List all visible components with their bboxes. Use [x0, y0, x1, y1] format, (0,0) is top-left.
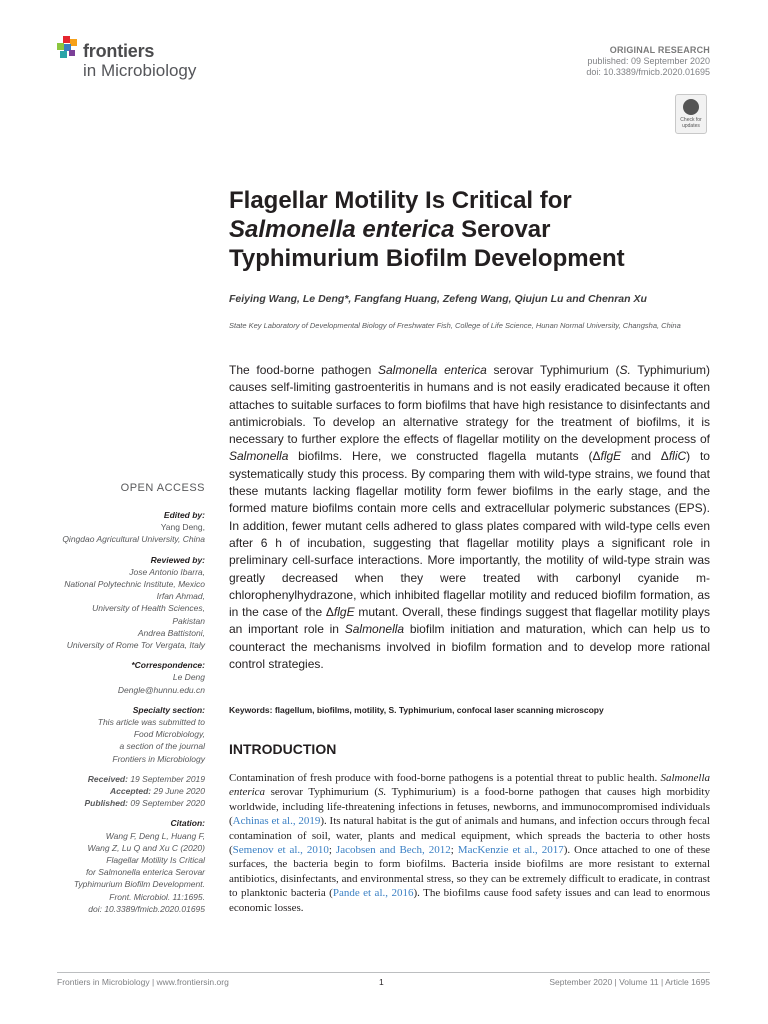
- article-info-sidebar: [25, 509, 205, 915]
- sidebar-line: a section of the journal: [119, 741, 205, 752]
- abstract-text: biofilm initiation and maturation, which can help us to counteract the mechanisms involved in biofilm formation and to develop more rational control strategies.: [229, 622, 710, 672]
- intro-italic: Salmonella enterica: [229, 772, 710, 799]
- sidebar-line: Food Microbiology,: [133, 729, 205, 740]
- intro-text: Typhimurium) is a food-borne pathogen that causes high morbidity worldwide, including life-threatening infections in fetuses, newborns, and immunocompromised individuals (: [229, 786, 710, 828]
- sidebar-line: Jose Antonio Ibarra,: [129, 566, 205, 577]
- keywords: Keywords: flagellum, biofilms, motility, S. Typhimurium, confocal laser scanning microscopy: [229, 705, 604, 715]
- abstract-text: mutant. Overall, these findings suggest that flagellar motility plays an important role in: [229, 605, 710, 637]
- specialty-section-list: [25, 716, 205, 765]
- abstract-italic: flgE: [333, 605, 355, 620]
- affiliation: State Key Laboratory of Developmental Biology of Freshwater Fish, College of Life Science, Hunan Normal University, Changsha, China: [229, 321, 681, 330]
- title-line-2: [229, 215, 709, 244]
- frontiers-logo-icon: [57, 36, 79, 58]
- sidebar-line: This article was submitted to: [97, 717, 205, 728]
- sidebar-line: Frontiers in Microbiology: [112, 753, 205, 764]
- correspondence-label: *Correspondence:: [131, 660, 205, 671]
- sidebar-line: University of Health Sciences,: [92, 603, 205, 614]
- title-species: Salmonella enterica: [229, 216, 455, 243]
- page-number: 1: [379, 977, 384, 987]
- abstract-text: ) to systematically study this process. By comparing them with wild-type strains, we found that these mutants lacking flagellar motility form fewer biofilms in the early stage, and the formed mature biofilms contain more cells and extracellular polymeric substances (EPS). In addition, fewer mutant cells adhered to glass plates compared with wild-type cells even after 6 h of incubation, suggesting that flagellar motility plays a significant role in preliminary cell-surface interactions. More importantly, the motility of wild-type strain was greatly decreased when they were treated with carbonyl cyanide m-chlorophenylhydrazone, which inhibited flagellar motility and reduced biofilm formation, as in the case of the Δ: [229, 449, 710, 620]
- footer-issue-info: September 2020 | Volume 11 | Article 1695: [549, 977, 710, 987]
- sidebar-line: Andrea Battistoni,: [137, 627, 205, 638]
- article-doi[interactable]: doi: 10.3389/fmicb.2020.01695: [586, 67, 710, 77]
- reviewed-by-label: Reviewed by:: [150, 554, 205, 565]
- sidebar-line: Dengle@hunnu.edu.cn: [117, 684, 205, 695]
- citation-list: [25, 830, 205, 915]
- article-title: [229, 186, 709, 273]
- check-for-updates-badge[interactable]: [675, 94, 707, 134]
- citation-link[interactable]: Achinas et al., 2019: [232, 815, 321, 828]
- published-date: published: 09 September 2020: [587, 56, 710, 66]
- page-footer: [57, 972, 710, 987]
- sidebar-line: doi: 10.3389/fmicb.2020.01695: [88, 903, 205, 914]
- published-date-sidebar: Published: 09 September 2020: [84, 798, 205, 809]
- abstract-italic: Salmonella enterica: [377, 363, 487, 377]
- title-line-2-rest: Serovar: [454, 216, 551, 243]
- title-line-3: Typhimurium Biofilm Development: [229, 245, 625, 272]
- article-meta: [586, 45, 710, 78]
- footer-journal-link[interactable]: Frontiers in Microbiology | www.frontiersin.org: [57, 977, 229, 987]
- intro-text: ;: [450, 844, 458, 857]
- journal-name: in Microbiology: [83, 61, 197, 80]
- sidebar-line: Flagellar Motility Is Critical: [106, 855, 205, 866]
- sidebar-line: Irfan Ahmad,: [156, 591, 205, 602]
- sidebar-line: Wang F, Deng L, Huang F,: [105, 830, 205, 841]
- abstract-italic: flgE: [600, 449, 622, 464]
- intro-text: Contamination of fresh produce with food-borne pathogens is a potential threat to public health.: [229, 772, 661, 784]
- specialty-section-label: Specialty section:: [132, 704, 205, 715]
- edited-by-list: [25, 521, 205, 545]
- open-access-label: OPEN ACCESS: [120, 482, 205, 494]
- abstract-italic: S.: [619, 363, 631, 377]
- sidebar-line: Front. Microbiol. 11:1695.: [109, 891, 205, 902]
- updates-label: Check for updates: [680, 117, 702, 129]
- introduction-body: [229, 771, 710, 915]
- abstract-text: Typhimurium) causes self-limiting gastroenteritis in humans and is not easily eradicated because it often attaches to suitable surfaces to form biofilms that have high resistance to disinfectants and antimicrobials. To develop an alternative strategy for the treatment of biofilms, it is necessary to further explore the effects of flagellar motility on the development process of: [229, 363, 710, 447]
- sidebar-line: University of Rome Tor Vergata, Italy: [66, 640, 205, 651]
- author-list[interactable]: Feiying Wang, Le Deng*, Fangfang Huang, Zefeng Wang, Qiujun Lu and Chenran Xu: [229, 293, 647, 305]
- intro-text: serovar Typhimurium (: [265, 786, 379, 799]
- correspondence-list[interactable]: [25, 671, 205, 695]
- received-date: Received: 19 September 2019: [87, 773, 205, 784]
- sidebar-line: Le Deng: [172, 672, 205, 683]
- citation-link[interactable]: Semenov et al., 2010: [232, 844, 329, 857]
- sidebar-line: Yang Deng,: [160, 522, 205, 533]
- citation-link[interactable]: Jacobsen and Bech, 2012: [335, 844, 451, 857]
- sidebar-line: Pakistan: [172, 615, 205, 626]
- updates-icon: [683, 99, 699, 115]
- sidebar-line: National Polytechnic Institute, Mexico: [64, 579, 205, 590]
- abstract-text: The food-borne pathogen: [229, 363, 378, 377]
- intro-text: ). The biofilms cause food safety issues and can lead to enormous economic losses.: [229, 887, 710, 914]
- citation-label: Citation:: [170, 818, 205, 829]
- intro-text: ;: [328, 844, 336, 857]
- article-type: ORIGINAL RESEARCH: [609, 45, 710, 55]
- journal-logo[interactable]: [57, 36, 257, 86]
- accepted-date: Accepted: 29 June 2020: [110, 786, 205, 797]
- sidebar-line: Qingdao Agricultural University, China: [62, 534, 205, 545]
- sidebar-line: Wang Z, Lu Q and Xu C (2020): [87, 842, 205, 853]
- abstract-italic: Salmonella: [229, 449, 289, 464]
- intro-italic: S.: [378, 786, 387, 799]
- abstract-italic: fliC: [668, 449, 687, 464]
- citation-link[interactable]: MacKenzie et al., 2017: [457, 844, 564, 857]
- sidebar-line: Typhimurium Biofilm Development.: [73, 879, 205, 890]
- abstract-text: serovar Typhimurium (: [486, 363, 620, 377]
- title-line-1: Flagellar Motility Is Critical for: [229, 187, 572, 214]
- brand-name: frontiers: [83, 41, 155, 61]
- sidebar-line: for Salmonella enterica Serovar: [85, 867, 205, 878]
- abstract-italic: Salmonella: [344, 622, 405, 637]
- abstract: [229, 362, 710, 673]
- edited-by-label: Edited by:: [163, 510, 205, 520]
- intro-text: ). Its natural habitat is the gut of animals and humans, and infection occurs through fecal contamination of soil, water, plants and medical equipment, which spreads the bacteria to other hosts (: [229, 815, 710, 857]
- section-heading-introduction: INTRODUCTION: [229, 741, 337, 757]
- citation-link[interactable]: Pande et al., 2016: [332, 887, 414, 900]
- abstract-text: and Δ: [621, 449, 669, 464]
- abstract-text: biofilms. Here, we constructed flagella mutants (Δ: [288, 449, 601, 464]
- intro-text: ). Once attached to one of these surfaces, the bacteria begin to form biofilms. Bacteria inside biofilms are more resistant to external antibiotics, disinfectants, and environmental stress, so they can be extremely difficult to eradicate, in contrast to planktonic bacteria (: [229, 844, 711, 900]
- reviewed-by-list: [25, 566, 205, 651]
